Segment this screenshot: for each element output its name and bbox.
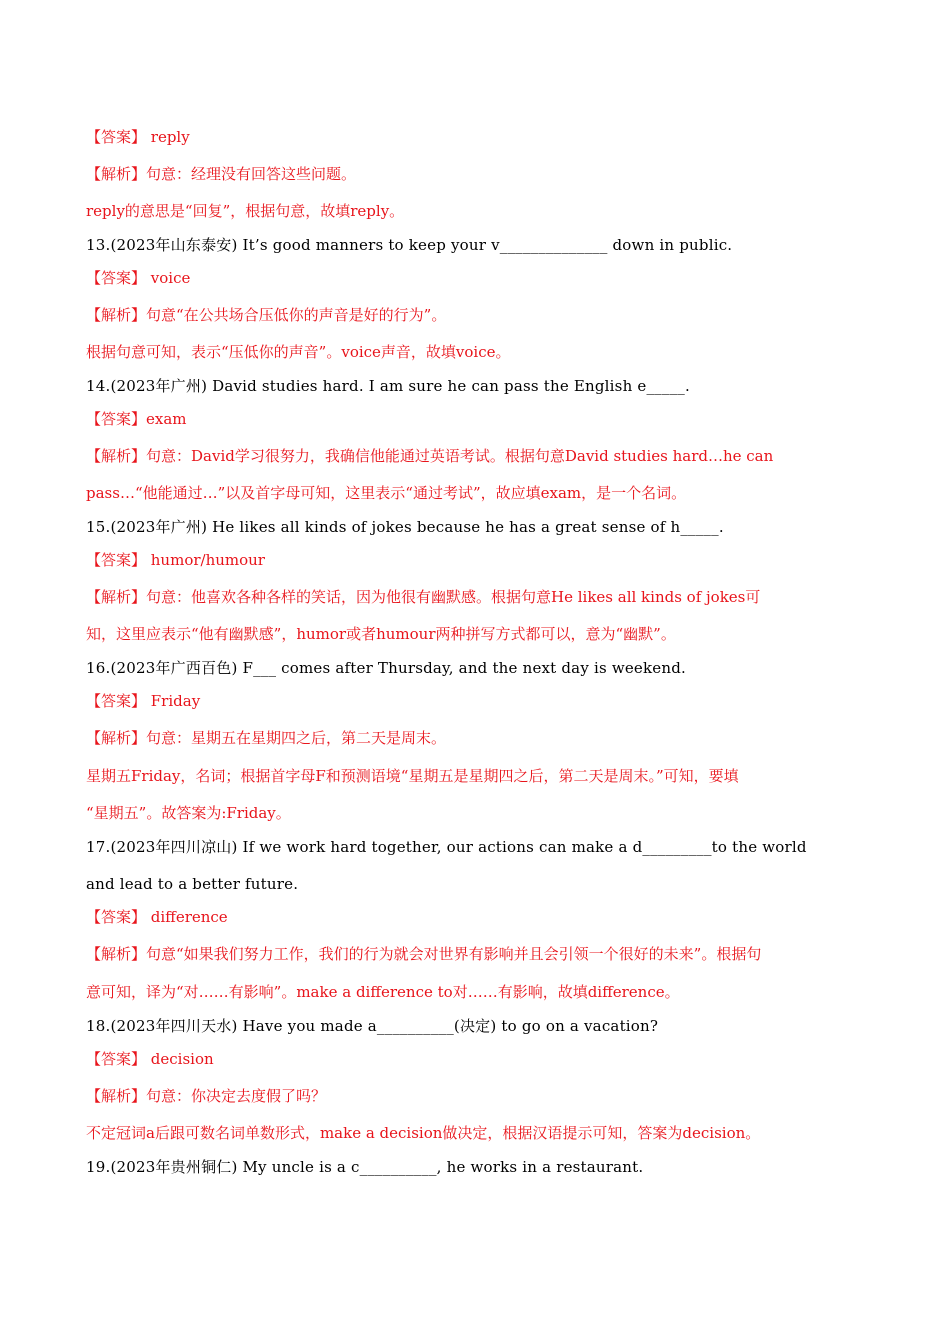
explanation-18-detail: 不定冠词a后跟可数名词单数形式，make a decision做决定，根据汉语提示可知，答案为decision。 (86, 1124, 761, 1142)
answer-17: 【答案】 difference (86, 908, 228, 926)
answer-18: 【答案】 decision (86, 1050, 214, 1068)
answer-13: 【答案】 voice (86, 269, 191, 287)
question-13: 13.(2023年山东泰安) It’s good manners to keep your v______________ down in public. (86, 236, 733, 254)
explanation-18: 【解析】句意：你决定去度假了吗？ (86, 1087, 327, 1105)
question-17: 17.(2023年四川凉山) If we work hard together, our actions can make a d_________to the world (86, 838, 807, 856)
question-16: 16.(2023年广西百色) F___ comes after Thursday, and the next day is weekend. (86, 659, 687, 677)
question-15: 15.(2023年广州) He likes all kinds of jokes because he has a great sense of h_____. (86, 518, 724, 536)
answer-14: 【答案】exam (86, 410, 187, 428)
question-14: 14.(2023年广州) David studies hard. I am sure he can pass the English e_____. (86, 377, 690, 395)
explanation-14: 【解析】句意：David学习很努力，我确信他能通过英语考试。根据句意David studies hard…he can (86, 447, 774, 465)
explanation-17-detail: 意可知，译为“对……有影响”。make a difference to对……有影响，故填difference。 (86, 983, 680, 1001)
explanation-13-detail: 根据句意可知，表示“压低你的声音”。voice声音，故填voice。 (86, 343, 511, 361)
answer-12: 【答案】 reply (86, 128, 190, 146)
explanation-16-answer: “星期五”。故答案为:Friday。 (86, 804, 291, 822)
explanation-15: 【解析】句意：他喜欢各种各样的笑话，因为他很有幽默感。根据句意He likes all kinds of jokes可 (86, 588, 761, 606)
answer-15: 【答案】 humor/humour (86, 551, 265, 569)
question-18: 18.(2023年四川天水) Have you made a__________(决定) to go on a vacation? (86, 1017, 659, 1035)
explanation-16: 【解析】句意：星期五在星期四之后，第二天是周末。 (86, 729, 447, 747)
explanation-16-detail: 星期五Friday，名词；根据首字母F和预测语境“星期五是星期四之后，第二天是周末。”可知，要填 (86, 767, 739, 785)
explanation-15-detail: 知，这里应表示“他有幽默感”，humor或者humour两种拼写方式都可以，意为“幽默”。 (86, 625, 676, 643)
answer-16: 【答案】 Friday (86, 692, 201, 710)
question-17-continued: and lead to a better future. (86, 875, 299, 893)
explanation-12-detail: reply的意思是“回复”，根据句意，故填reply。 (86, 202, 405, 220)
explanation-13: 【解析】句意“在公共场合压低你的声音是好的行为”。 (86, 306, 447, 324)
question-19: 19.(2023年贵州铜仁) My uncle is a c__________, he works in a restaurant. (86, 1158, 644, 1176)
explanation-12: 【解析】句意：经理没有回答这些问题。 (86, 165, 357, 183)
explanation-14-detail: pass…“他能通过…”以及首字母可知，这里表示“通过考试”，故应填exam，是一个名词。 (86, 484, 687, 502)
explanation-17: 【解析】句意“如果我们努力工作，我们的行为就会对世界有影响并且会引领一个很好的未来”。根据句 (86, 945, 762, 963)
